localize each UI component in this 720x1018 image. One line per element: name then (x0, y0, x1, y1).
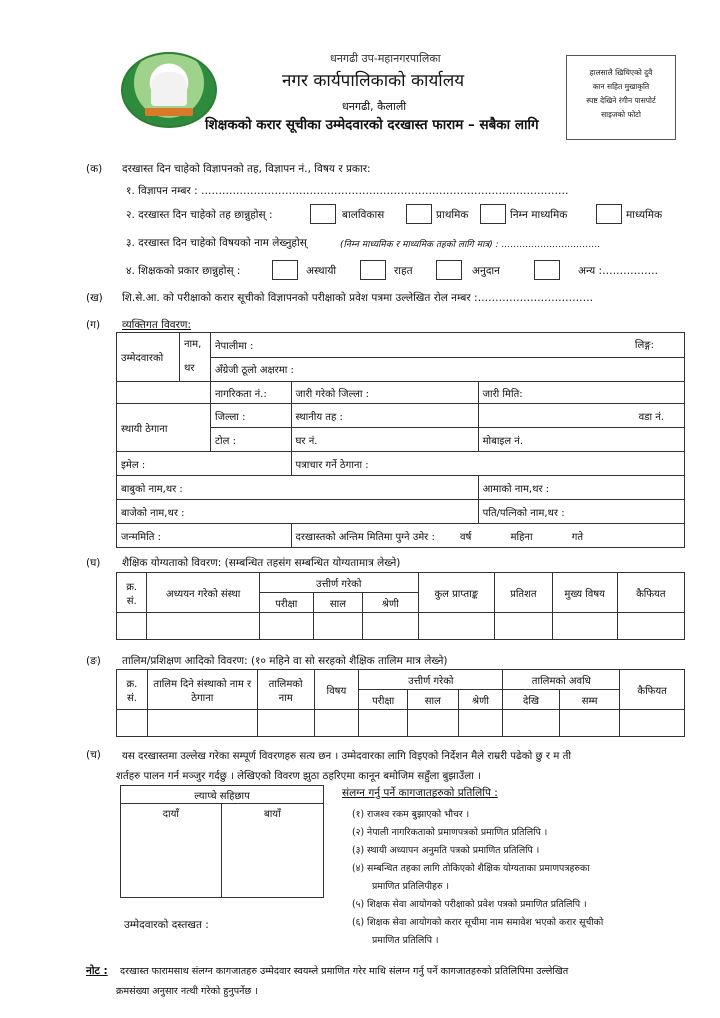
col-major: मुख्य विषय (552, 573, 617, 613)
section-marker: (ङ) (86, 655, 101, 667)
training-cell[interactable] (503, 710, 560, 737)
col-year: साल (313, 593, 363, 613)
section-heading: व्यक्तिगत विवरण: (122, 319, 192, 331)
checkbox-type-2[interactable] (360, 260, 386, 280)
office-name: नगर कार्यपालिकाको कार्यालय (282, 71, 465, 91)
training-cell[interactable] (314, 710, 359, 737)
attachments-heading: संलग्न गर्नु पर्ने कागजातहरुको प्रतिलिपि : (342, 787, 498, 799)
attachment-item: (२) नेपाली नागरिकताको प्रमाणपत्रको प्रमाणित प्रतिलिपि । (352, 827, 548, 838)
attachment-item: (१) राजश्व रकम बुझाएको भौचर । (352, 809, 470, 820)
col-passed: उत्तीर्ण गरेको (259, 573, 418, 593)
training-cell[interactable] (408, 710, 459, 737)
spouse-name-field[interactable]: पति/पत्निको नाम,थर : (478, 500, 684, 524)
subject-field[interactable]: (निम्न माध्यमिक र माध्यमिक तहको लागि मात्र) : …………………………… (340, 240, 601, 250)
section-heading: दरखास्त दिन चाहेको विज्ञापनको तह, विज्ञापन नं., विषय र प्रकार: (122, 163, 371, 175)
age-month: महिना (510, 531, 533, 543)
thumbprint-table (120, 785, 324, 898)
roll-number-field[interactable]: शि.से.आ. को परीक्षाको करार सूचीको विज्ञापनको परीक्षाको प्रवेश पत्रमा उल्लेखित रोल नम्बर :…………………………… (122, 292, 594, 304)
education-cell[interactable] (552, 613, 617, 640)
col-training-name: तालिमको नाम (257, 670, 314, 710)
col-total: कुल प्राप्ताङ्क (418, 573, 495, 613)
section-heading: तालिम/प्रशिक्षण आदिको विवरण: (१० महिने वा सो सरहको शैक्षिक तालिम मात्र लेख्ने) (122, 655, 448, 667)
col-division: श्रेणी (363, 593, 418, 613)
type-label: ४. शिक्षकको प्रकार छान्नुहोस् : (126, 265, 241, 277)
education-cell[interactable] (117, 613, 147, 640)
level-option: निम्न माध्यमिक (510, 209, 568, 221)
photo-instruction: हालसालै खिचिएको दुवै (589, 68, 653, 77)
english-name-field[interactable] (211, 357, 685, 382)
nepali-name-label: नेपालीमा : (215, 340, 254, 352)
right-thumb-box[interactable] (121, 822, 222, 898)
ward-field[interactable] (478, 404, 684, 428)
education-cell[interactable] (363, 613, 418, 640)
personal-details-table (116, 332, 685, 548)
checkbox-type-3[interactable] (436, 260, 462, 280)
note-text: क्रमसंख्या अनुसार नत्थी गरेको हुनुपर्नेछ । (116, 986, 258, 997)
age-year: वर्ष (460, 531, 472, 543)
col-year: साल (408, 690, 459, 710)
thumbprint-label: ल्याप्चे सहिछाप (121, 786, 324, 804)
education-cell[interactable] (617, 613, 684, 640)
checkbox-level-3[interactable] (480, 204, 506, 224)
note-text: दरखास्त फारामसाथ संलग्न कागजातहरु उम्मेदवार स्वयम्ले प्रमाणित गरेर माथि संलग्न गर्नु पर्ने कागजातहरुको प्रतिलिपिमा उल्लेखित (120, 966, 569, 977)
type-option: अन्य :……………. (578, 265, 658, 277)
email-field[interactable]: इमेल : (117, 452, 292, 476)
english-name-label: अँग्रेजी ठूलो अक्षरमा : (215, 365, 294, 377)
col-division: श्रेणी (458, 690, 503, 710)
attachment-item: प्रमाणित प्रतिलिपीहरु । (372, 881, 450, 892)
note-label: नोट : (86, 965, 108, 977)
photo-box[interactable] (566, 55, 676, 140)
declaration-line: शर्तहरु पालन गर्न मञ्जुर गर्दछु । लेखिएको विवरण झुठा ठहरिएमा कानून बमोजिम सहुँला बुझाउँला । (116, 771, 481, 782)
education-cell[interactable] (313, 613, 363, 640)
permanent-address-label: स्थायी ठेगाना (117, 404, 211, 452)
education-cell[interactable] (418, 613, 495, 640)
left-thumb-box[interactable] (221, 822, 323, 898)
office-location: धनगढी, कैलाली (342, 100, 407, 113)
checkbox-type-4[interactable] (534, 260, 560, 280)
col-sn: क्र. सं. (117, 670, 148, 710)
level-option: प्राथमिक (436, 209, 469, 221)
training-cell[interactable] (257, 710, 314, 737)
level-option: बालविकास (342, 209, 385, 221)
col-institution: अध्ययन गरेको संस्था (147, 573, 260, 613)
section-marker: (ख) (86, 292, 103, 304)
education-cell[interactable] (495, 613, 553, 640)
level-option: माध्यमिक (626, 209, 663, 221)
training-cell[interactable] (458, 710, 503, 737)
col-passed: उत्तीर्ण गरेको (359, 670, 503, 690)
education-cell[interactable] (147, 613, 260, 640)
col-remarks: कैफियत (620, 670, 685, 710)
col-sn: क्र. सं. (117, 573, 147, 613)
section-marker: (ग) (86, 319, 101, 331)
father-name-field[interactable]: बाबुको नाम,थर : (117, 476, 479, 500)
declaration-line: यस दरखास्तमा उल्लेख गरेका सम्पूर्ण विवरणहरु सत्य छन । उम्मेदवारका लागि विइएको निर्देशन मैले राम्ररी पढेको छु र म ती (122, 751, 572, 762)
mobile-field[interactable]: मोबाइल नं. (478, 428, 684, 452)
level-label: २. दरखास्त दिन चाहेको तह छान्नुहोस् : (126, 209, 273, 221)
col-exam: परीक्षा (359, 690, 408, 710)
col-to: सम्म (559, 690, 619, 710)
municipality-name: धनगढी उप-महानगरपालिका (330, 52, 441, 65)
ward-label: वडा नं. (638, 411, 664, 423)
grandfather-name-field[interactable]: बाजेको नाम,थर : (117, 500, 479, 524)
district-field[interactable]: जिल्ला : (211, 404, 292, 428)
issued-district-field[interactable]: जारी गरेको जिल्ला : (291, 382, 478, 404)
mother-name-field[interactable]: आमाको नाम,थर : (478, 476, 684, 500)
attachment-item: (६) शिक्षक सेवा आयोगको करार सूचीमा नाम समावेश भएको करार सूचीको (352, 917, 604, 928)
col-exam: परीक्षा (259, 593, 313, 613)
local-level-field[interactable]: स्थानीय तह : (291, 404, 478, 428)
type-option: राहत (394, 265, 413, 277)
section-marker: (घ) (86, 557, 101, 569)
attachment-item: प्रमाणित प्रतिलिपि । (372, 935, 439, 946)
age-field[interactable] (291, 524, 684, 548)
col-provider: तालिम दिने संस्थाको नाम र ठेगाना (147, 670, 257, 710)
subject-field-label: ३. दरखास्त दिन चाहेको विषयको नाम लेख्नुहोस् (126, 237, 307, 249)
training-cell[interactable] (559, 710, 619, 737)
attachments-list (352, 806, 603, 950)
issued-date-field[interactable]: जारी मिति: (478, 382, 684, 404)
signature-field[interactable]: उम्मेदवारको दस्तखत : (124, 919, 209, 931)
education-cell[interactable] (259, 613, 313, 640)
citizenship-field[interactable]: नागरिकता नं.: (211, 382, 292, 404)
checkbox-level-4[interactable] (596, 204, 622, 224)
col-subject: विषय (314, 670, 359, 710)
training-cell[interactable] (359, 710, 408, 737)
attachment-item: (४) सम्बन्धित तहका लागि तोकिएको शैक्षिक योग्यताका प्रमाणपत्रहरुका (352, 863, 590, 874)
name-label: नाम, थर (180, 333, 211, 382)
age-day: गते (571, 531, 584, 543)
section-marker: (क) (86, 163, 103, 175)
photo-instruction: साइजको फोटो (601, 110, 641, 119)
left-thumb-label: बायाँ (221, 804, 323, 822)
attachment-item: (५) शिक्षक सेवा आयोगको परीक्षाको प्रवेश पत्रको प्रमाणित प्रतिलिपि । (352, 899, 587, 910)
checkbox-level-2[interactable] (406, 204, 432, 224)
type-option: अस्थायी (306, 265, 337, 277)
training-cell[interactable] (147, 710, 257, 737)
dob-field[interactable]: जन्ममिति : (117, 524, 292, 548)
col-remarks: कैफियत (617, 573, 684, 613)
photo-instruction: कान सहित मुखाकृति (592, 82, 650, 91)
form-title: शिक्षकको करार सूचीका उम्मेदवारको दरखास्त फाराम – सबैका लागि (205, 117, 539, 133)
age-label: दरखास्तको अन्तिम मितिमा पुग्ने उमेर : (295, 531, 435, 543)
col-duration: तालिमको अवधि (503, 670, 620, 690)
training-cell[interactable] (117, 710, 148, 737)
col-percent: प्रतिशत (495, 573, 553, 613)
type-option: अनुदान (472, 265, 500, 277)
section-marker: (च) (86, 749, 101, 761)
checkbox-level-1[interactable] (310, 204, 336, 224)
training-cell[interactable] (620, 710, 685, 737)
education-table (116, 572, 685, 640)
municipality-emblem-icon (121, 52, 217, 128)
training-table (116, 669, 685, 737)
attachment-item: (३) स्थायी अध्यापन अनुमति पत्रको प्रमाणित प्रतिलिपि । (352, 845, 540, 856)
mailing-address-field[interactable]: पत्राचार गर्ने ठेगाना : (291, 452, 684, 476)
checkbox-type-1[interactable] (272, 260, 298, 280)
right-thumb-label: दायाँ (121, 804, 222, 822)
photo-instruction: स्पष्ट देखिने रंगीन पासपोर्ट (586, 96, 656, 105)
house-field[interactable]: घर नं. (291, 428, 478, 452)
col-from: देखि (503, 690, 560, 710)
ad-number-field[interactable]: १. विज्ञापन नम्बर : …………………………………………………………………………………………… (126, 185, 569, 197)
nepali-name-field[interactable] (211, 333, 685, 358)
tole-field[interactable]: टोल : (211, 428, 292, 452)
gender-field[interactable]: लिङ्ग: (634, 340, 654, 351)
section-heading: शैक्षिक योग्यताको विवरण: (सम्बन्धित तहसंग सम्बन्धित योग्यतामात्र लेख्ने) (122, 557, 401, 569)
candidate-label: उम्मेदवारको (117, 333, 180, 382)
